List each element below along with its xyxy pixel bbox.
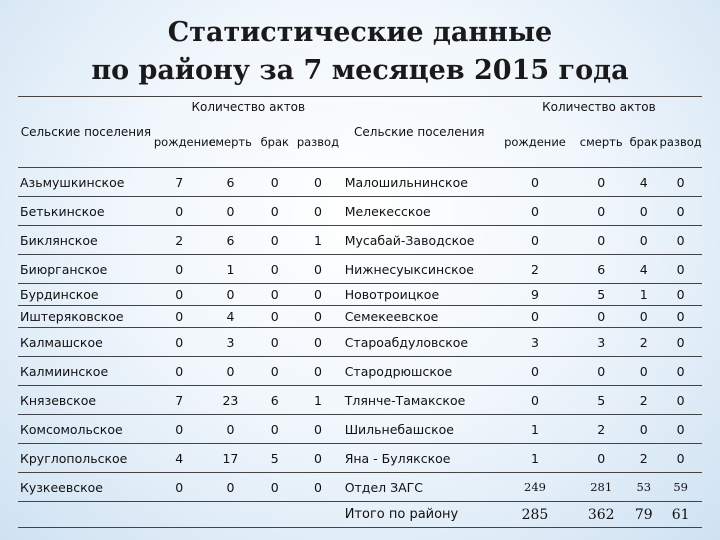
table-row	[18, 168, 702, 197]
settlement-name: Малошильнинское	[344, 174, 468, 190]
divorce-value: 0	[313, 261, 322, 277]
settlement-name: Калмиинское	[20, 363, 109, 379]
death-value: 17	[222, 450, 239, 466]
settlement-name: Яна - Булякское	[344, 450, 451, 466]
settlement-name: Тлянче-Тамакское	[344, 392, 466, 408]
left-acts-count-header: Количество актов	[154, 97, 343, 118]
death-value: 0	[226, 479, 235, 495]
settlement-name: Иштеряковское	[20, 309, 124, 324]
divorce-value: 1	[313, 232, 322, 248]
death-value: 0	[597, 309, 606, 324]
death-value: 1	[226, 261, 235, 277]
title-line-1: Статистические данные	[167, 17, 553, 48]
settlement-name: Шильнебашское	[344, 421, 454, 437]
divorce-value: 0	[676, 174, 685, 190]
birth-value: 0	[175, 261, 184, 277]
total-death-value: 362	[587, 506, 615, 523]
birth-value: 7	[175, 392, 184, 408]
marriage-value: 53	[636, 480, 652, 494]
death-value: 0	[226, 363, 235, 379]
marriage-value: 0	[270, 309, 279, 324]
death-value: 0	[226, 287, 235, 302]
right-birth-header: рождение	[504, 135, 566, 149]
marriage-value: 0	[270, 203, 279, 219]
birth-value: 2	[531, 261, 539, 277]
marriage-value: 0	[639, 203, 648, 219]
birth-value: 249	[524, 480, 546, 494]
marriage-value: 0	[639, 309, 648, 324]
left-birth-header: рождение	[153, 135, 216, 149]
table-row	[18, 284, 702, 306]
birth-value: 7	[175, 174, 184, 190]
death-value: 0	[597, 232, 606, 248]
death-value: 0	[226, 203, 235, 219]
settlement-name: Мелекесское	[344, 203, 431, 219]
death-value: 0	[597, 363, 606, 379]
table-row	[18, 386, 702, 415]
marriage-value: 2	[639, 450, 648, 466]
table-row	[18, 444, 702, 473]
settlement-name: Круглопольское	[20, 450, 128, 466]
divorce-value: 0	[313, 174, 322, 190]
settlement-name: Бурдинское	[20, 287, 99, 302]
marriage-value: 4	[639, 261, 648, 277]
death-value: 6	[597, 261, 606, 277]
right-marriage-header: брак	[629, 135, 658, 149]
marriage-value: 6	[270, 392, 279, 408]
divorce-value: 0	[313, 309, 322, 324]
death-value: 5	[597, 287, 606, 302]
birth-value: 2	[175, 232, 184, 248]
death-value: 5	[597, 392, 606, 408]
birth-value: 4	[175, 450, 184, 466]
marriage-value: 0	[270, 174, 279, 190]
divorce-value: 0	[676, 203, 685, 219]
settlement-name: Семекеевское	[344, 309, 439, 324]
settlement-name: Нижнесуыксинское	[344, 261, 474, 277]
divorce-value: 0	[313, 203, 322, 219]
divorce-value: 0	[676, 287, 685, 302]
divorce-value: 0	[313, 450, 322, 466]
marriage-value: 0	[639, 232, 648, 248]
table-row	[18, 357, 702, 386]
marriage-value: 2	[639, 334, 648, 350]
left-settlements-header: Сельские поселения	[18, 97, 154, 168]
death-value: 281	[590, 480, 613, 494]
divorce-value: 0	[676, 421, 685, 437]
death-value: 0	[226, 421, 235, 437]
divorce-value: 0	[676, 309, 685, 324]
settlement-name: Кузкеевское	[20, 479, 103, 495]
settlement-name: Староабдуловское	[344, 334, 469, 350]
death-value: 3	[597, 334, 606, 350]
birth-value: 0	[531, 309, 539, 324]
death-value: 6	[226, 232, 235, 248]
right-death-header: смерть	[579, 135, 623, 149]
marriage-value: 0	[270, 334, 279, 350]
total-label: Итого по району	[344, 507, 459, 522]
divorce-value: 0	[676, 334, 685, 350]
zags-office-name: Отдел ЗАГС	[344, 479, 424, 495]
settlement-name: Биюрганское	[20, 261, 108, 277]
divorce-value: 0	[676, 261, 685, 277]
birth-value: 1	[531, 421, 539, 437]
table-row	[18, 328, 702, 357]
settlement-name: Биклянское	[20, 232, 98, 248]
marriage-value: 0	[270, 287, 279, 302]
marriage-value: 2	[639, 392, 648, 408]
total-divorce-value: 61	[671, 506, 690, 523]
right-divorce-header: развод	[659, 135, 702, 149]
statistics-table	[18, 96, 702, 528]
table-row	[18, 415, 702, 444]
table-row	[18, 197, 702, 226]
page-title	[0, 14, 720, 90]
table-row	[18, 255, 702, 284]
settlement-name: Азьмушкинское	[20, 174, 125, 190]
divorce-value: 0	[313, 479, 322, 495]
birth-value: 0	[175, 421, 184, 437]
divorce-value: 0	[676, 363, 685, 379]
marriage-value: 0	[270, 421, 279, 437]
settlement-name: Князевское	[20, 392, 97, 408]
table-row	[18, 473, 702, 502]
settlement-name: Калмашское	[20, 334, 103, 350]
settlement-name: Мусабай-Заводское	[344, 232, 475, 248]
marriage-value: 0	[270, 261, 279, 277]
death-value: 23	[222, 392, 239, 408]
divorce-value: 0	[676, 392, 685, 408]
right-acts-count-header: Количество актов	[496, 97, 702, 118]
settlement-name: Бетькинское	[20, 203, 105, 219]
table-row	[18, 226, 702, 255]
birth-value: 0	[531, 363, 539, 379]
marriage-value: 0	[270, 232, 279, 248]
divorce-value: 0	[313, 421, 322, 437]
divorce-value: 0	[313, 334, 322, 350]
birth-value: 3	[531, 334, 539, 350]
settlement-name: Стародрюшское	[344, 363, 453, 379]
divorce-value: 0	[313, 287, 322, 302]
title-line-2: по району за 7 месяцев 2015 года	[91, 55, 629, 86]
divorce-value: 0	[313, 363, 322, 379]
death-value: 6	[226, 174, 235, 190]
total-birth-value: 285	[521, 506, 549, 523]
left-death-header: смерть	[209, 135, 252, 149]
death-value: 0	[597, 203, 606, 219]
total-marriage-value: 79	[634, 506, 653, 523]
death-value: 3	[226, 334, 235, 350]
birth-value: 0	[531, 232, 539, 248]
birth-value: 0	[175, 203, 184, 219]
death-value: 0	[597, 450, 606, 466]
settlement-name: Новотроицкое	[344, 287, 440, 302]
total-row	[18, 502, 702, 528]
divorce-value: 1	[313, 392, 322, 408]
birth-value: 0	[531, 203, 539, 219]
divorce-value: 59	[673, 480, 688, 494]
birth-value: 0	[531, 174, 539, 190]
birth-value: 0	[175, 334, 184, 350]
marriage-value: 0	[270, 479, 279, 495]
birth-value: 1	[531, 450, 539, 466]
settlement-name: Комсомольское	[20, 421, 123, 437]
table-row	[18, 306, 702, 328]
divorce-value: 0	[676, 450, 685, 466]
marriage-value: 5	[270, 450, 279, 466]
birth-value: 0	[175, 479, 184, 495]
death-value: 4	[226, 309, 235, 324]
birth-value: 0	[175, 309, 184, 324]
birth-value: 0	[531, 392, 539, 408]
death-value: 0	[597, 174, 606, 190]
marriage-value: 0	[639, 421, 648, 437]
right-settlements-header: Сельские поселения	[343, 97, 496, 168]
marriage-value: 4	[639, 174, 648, 190]
marriage-value: 1	[639, 287, 648, 302]
left-divorce-header: развод	[296, 135, 340, 149]
marriage-value: 0	[639, 363, 648, 379]
birth-value: 0	[175, 287, 184, 302]
birth-value: 0	[175, 363, 184, 379]
death-value: 2	[597, 421, 606, 437]
left-marriage-header: брак	[260, 135, 289, 149]
divorce-value: 0	[676, 232, 685, 248]
marriage-value: 0	[270, 363, 279, 379]
birth-value: 9	[531, 287, 539, 302]
